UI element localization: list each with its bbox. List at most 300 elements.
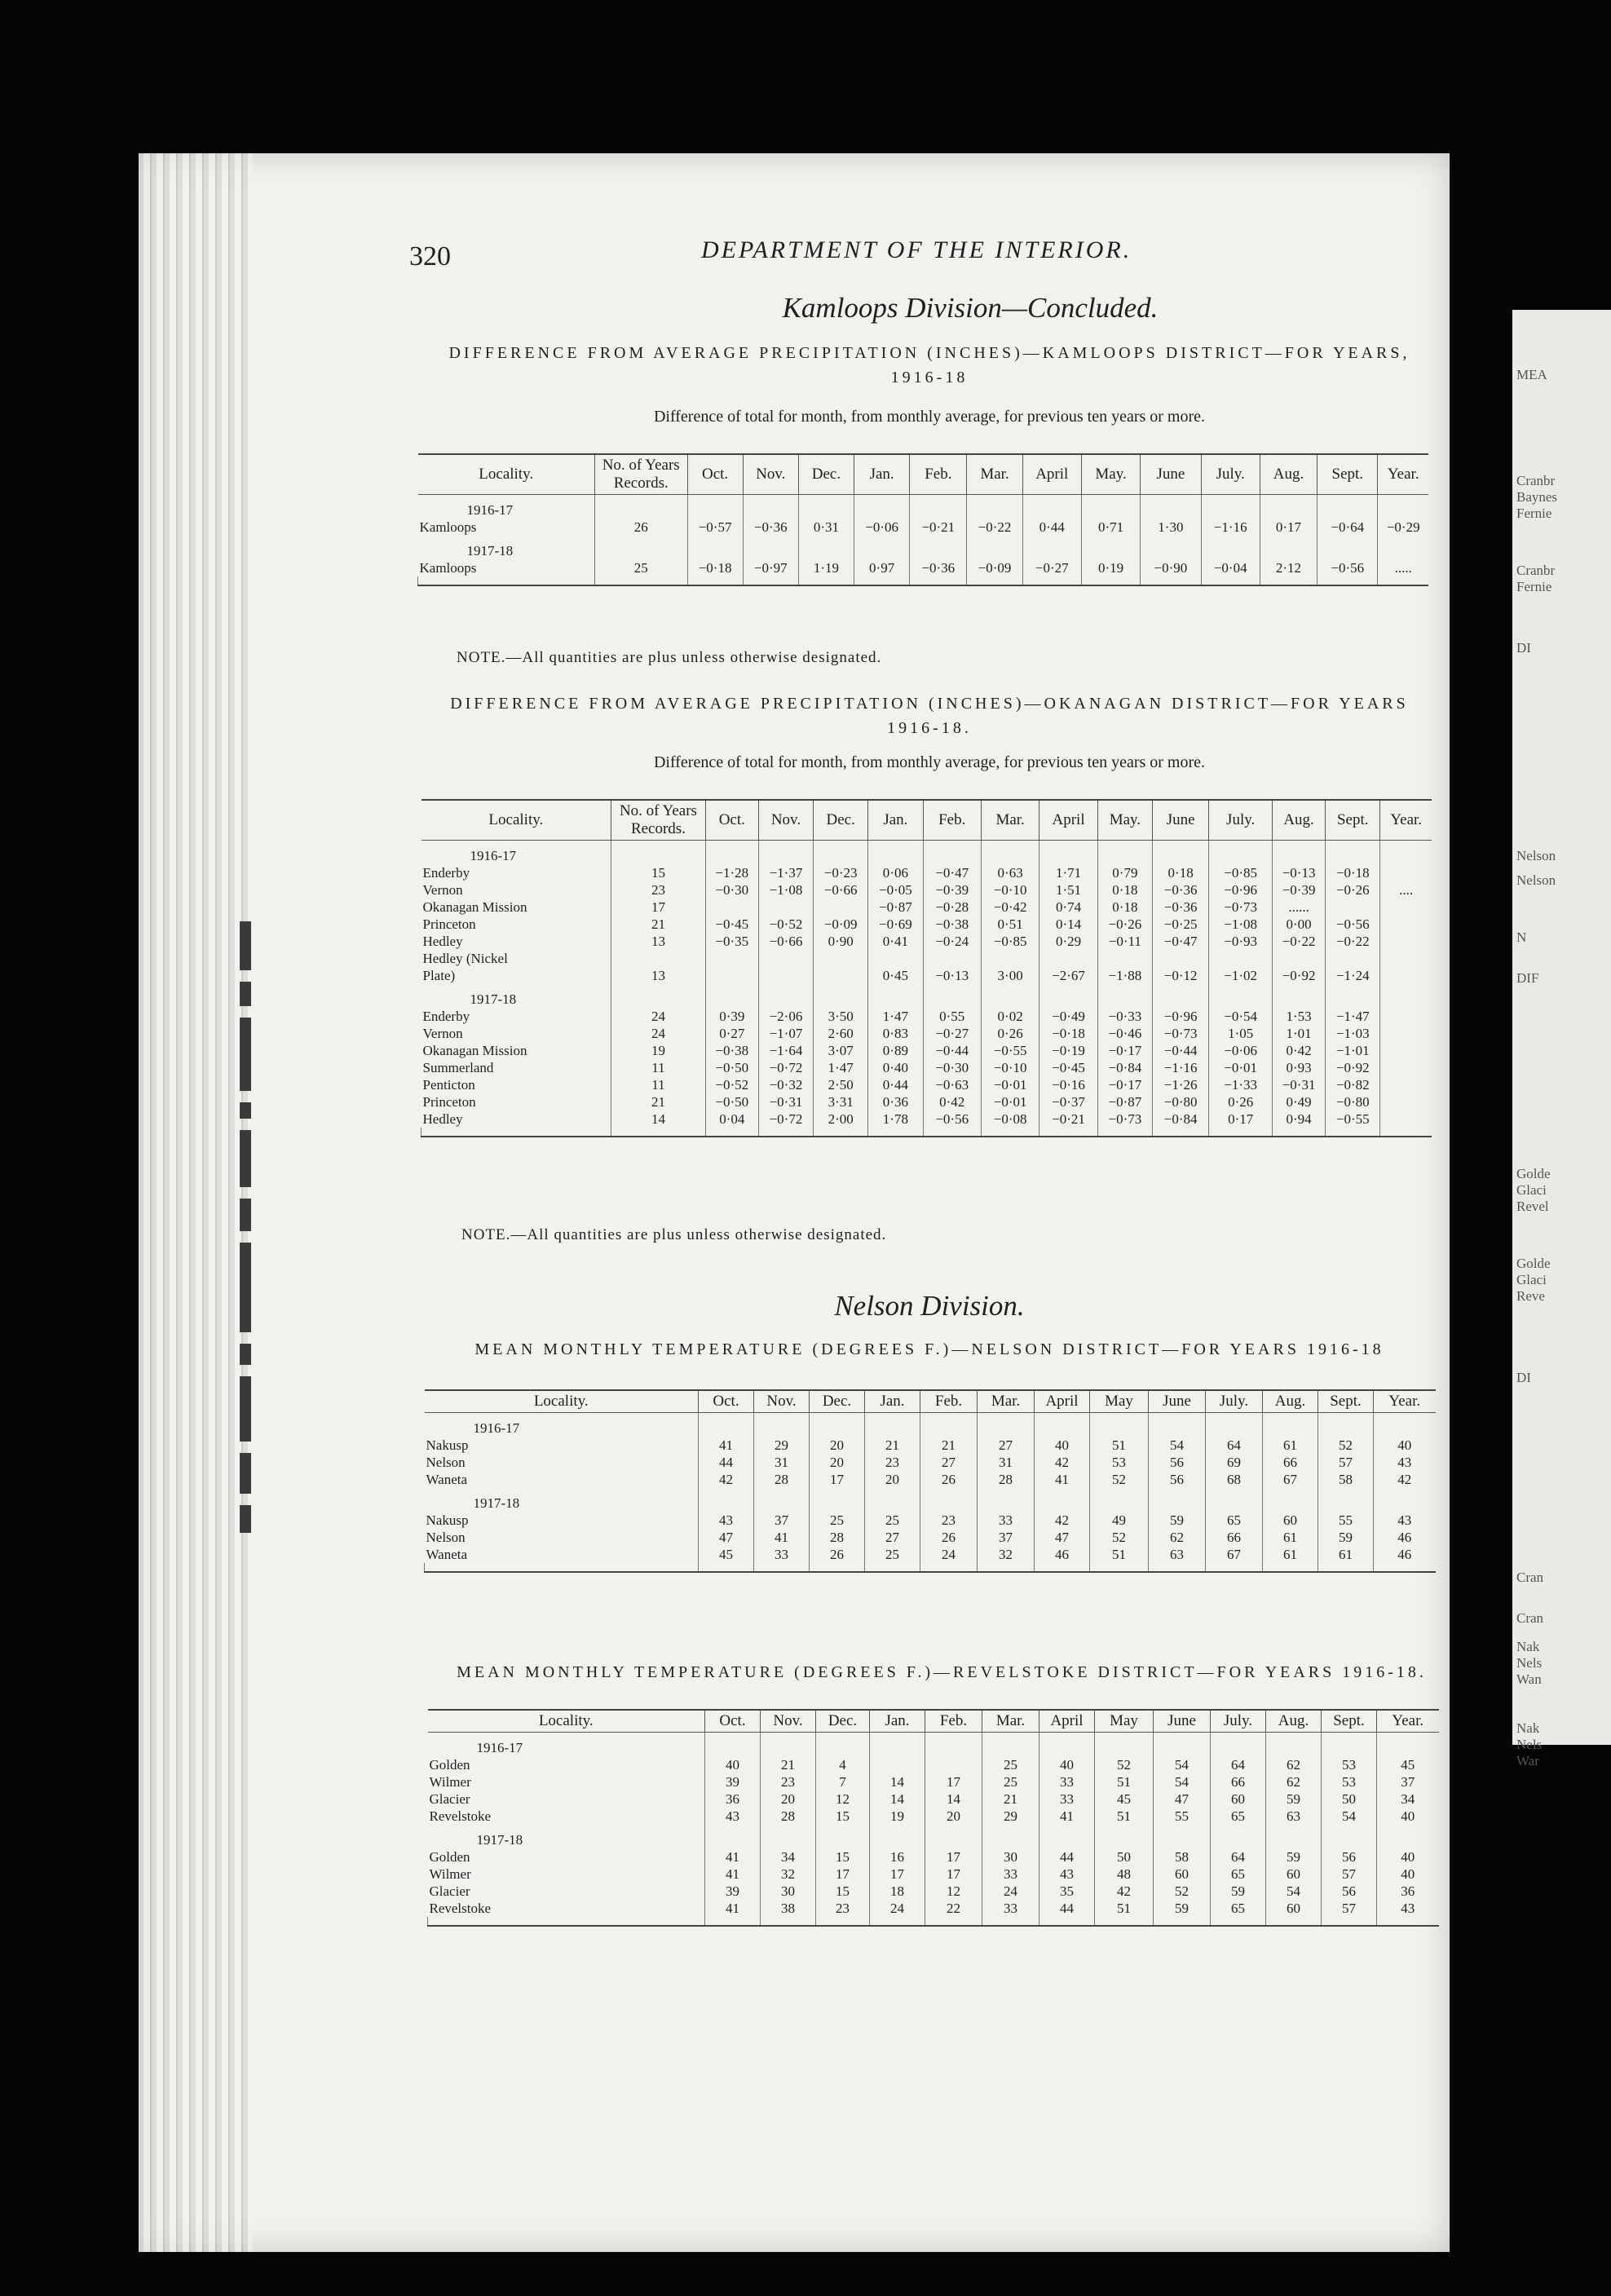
year-group-row bbox=[425, 1413, 1436, 1437]
empty-cell bbox=[1378, 536, 1428, 559]
value-cell: 55 bbox=[1154, 1808, 1211, 1825]
value-cell: 3·50 bbox=[814, 1008, 868, 1025]
empty-cell bbox=[705, 841, 758, 865]
value-cell: 17 bbox=[925, 1848, 982, 1866]
fragment-text: Cranbr bbox=[1516, 563, 1556, 578]
column-header: June bbox=[1141, 454, 1201, 495]
value-cell: 11 bbox=[611, 1059, 706, 1076]
locality-cell: Vernon bbox=[422, 1026, 463, 1041]
value-cell: 60 bbox=[1266, 1900, 1322, 1917]
locality-cell: Wilmer bbox=[429, 1774, 471, 1790]
empty-cell bbox=[816, 1825, 870, 1848]
empty-cell bbox=[981, 1128, 1039, 1137]
value-cell: 64 bbox=[1211, 1756, 1266, 1773]
value-cell: 62 bbox=[1149, 1529, 1206, 1546]
empty-cell bbox=[1095, 1917, 1154, 1926]
value-cell: −0·08 bbox=[981, 1110, 1039, 1128]
value-cell: 43 bbox=[705, 1808, 761, 1825]
value-cell: 51 bbox=[1095, 1808, 1154, 1825]
table-row bbox=[422, 899, 1432, 916]
table-row bbox=[428, 1883, 1439, 1900]
value-cell: 68 bbox=[1206, 1471, 1263, 1488]
year-group-label: 1916-17 bbox=[476, 1740, 523, 1755]
column-header: Oct. bbox=[687, 454, 743, 495]
value-cell: −0·56 bbox=[1326, 916, 1380, 933]
value-cell: −0·27 bbox=[923, 1025, 981, 1042]
table-row bbox=[425, 1512, 1436, 1529]
value-cell: −0·27 bbox=[1022, 559, 1081, 576]
value-cell: 26 bbox=[920, 1529, 978, 1546]
value-cell bbox=[705, 950, 758, 967]
fragment-text: Nelson bbox=[1516, 872, 1556, 888]
value-cell: −0·50 bbox=[705, 1059, 758, 1076]
value-cell: −0·72 bbox=[758, 1059, 813, 1076]
empty-cell bbox=[611, 1128, 706, 1137]
table-row bbox=[428, 1773, 1439, 1790]
value-cell bbox=[1380, 864, 1432, 881]
column-header: Year. bbox=[1377, 1710, 1439, 1733]
value-cell: 1·51 bbox=[1039, 881, 1097, 899]
value-cell: 20 bbox=[925, 1808, 982, 1825]
locality-cell: Penticton bbox=[422, 1077, 475, 1093]
value-cell: 59 bbox=[1318, 1529, 1374, 1546]
value-cell: 21 bbox=[920, 1437, 978, 1454]
value-cell bbox=[1380, 916, 1432, 933]
value-cell: 32 bbox=[761, 1866, 816, 1883]
value-cell: 40 bbox=[705, 1756, 761, 1773]
value-cell: −0·01 bbox=[981, 1076, 1039, 1093]
empty-cell bbox=[1095, 1733, 1154, 1757]
value-cell: −1·64 bbox=[758, 1042, 813, 1059]
empty-cell bbox=[1152, 841, 1208, 865]
value-cell: 59 bbox=[1154, 1900, 1211, 1917]
empty-cell bbox=[1081, 576, 1140, 585]
column-header: Jan. bbox=[868, 800, 923, 841]
value-cell: 19 bbox=[870, 1808, 925, 1825]
value-cell: 12 bbox=[816, 1790, 870, 1808]
empty-cell bbox=[1317, 576, 1378, 585]
value-cell: 65 bbox=[1211, 1900, 1266, 1917]
value-cell: 17 bbox=[810, 1471, 865, 1488]
year-group-row bbox=[418, 495, 1429, 519]
empty-cell bbox=[1273, 1128, 1326, 1137]
value-cell: 60 bbox=[1263, 1512, 1318, 1529]
value-cell: −0·92 bbox=[1326, 1059, 1380, 1076]
value-cell: 2·60 bbox=[814, 1025, 868, 1042]
value-cell bbox=[814, 899, 868, 916]
value-cell: ..... bbox=[1378, 559, 1428, 576]
value-cell: −0·26 bbox=[1097, 916, 1152, 933]
empty-cell bbox=[687, 576, 743, 585]
empty-cell bbox=[705, 1825, 761, 1848]
empty-cell bbox=[1374, 1563, 1436, 1572]
empty-cell bbox=[865, 1563, 920, 1572]
value-cell: 4 bbox=[816, 1756, 870, 1773]
empty-cell bbox=[1260, 495, 1317, 519]
value-cell: 40 bbox=[1374, 1437, 1436, 1454]
value-cell: 33 bbox=[1039, 1773, 1095, 1790]
value-cell: 41 bbox=[699, 1437, 754, 1454]
column-header: Dec. bbox=[810, 1390, 865, 1413]
column-header: Jan. bbox=[865, 1390, 920, 1413]
value-cell: 53 bbox=[1322, 1756, 1377, 1773]
value-cell: 59 bbox=[1266, 1790, 1322, 1808]
value-cell: 23 bbox=[865, 1454, 920, 1471]
empty-cell bbox=[923, 841, 981, 865]
value-cell bbox=[1380, 1093, 1432, 1110]
empty-cell bbox=[594, 536, 687, 559]
value-cell: −0·18 bbox=[1326, 864, 1380, 881]
empty-cell bbox=[798, 576, 854, 585]
empty-cell bbox=[699, 1563, 754, 1572]
value-cell: ...... bbox=[1273, 899, 1326, 916]
empty-cell bbox=[1377, 1733, 1439, 1757]
empty-cell bbox=[1154, 1733, 1211, 1757]
value-cell: −0·45 bbox=[705, 916, 758, 933]
empty-cell bbox=[1154, 1917, 1211, 1926]
table-row bbox=[425, 1529, 1436, 1546]
value-cell: 17 bbox=[611, 899, 706, 916]
value-cell: 1·53 bbox=[1273, 1008, 1326, 1025]
value-cell: −0·24 bbox=[923, 933, 981, 950]
value-cell: −1·16 bbox=[1201, 519, 1260, 536]
value-cell: −0·66 bbox=[814, 881, 868, 899]
table-row bbox=[422, 1110, 1432, 1128]
empty-cell bbox=[925, 1917, 982, 1926]
empty-cell bbox=[758, 841, 813, 865]
value-cell: 15 bbox=[816, 1883, 870, 1900]
fragment-text: Revel bbox=[1516, 1199, 1549, 1214]
fragment-text: Wan bbox=[1516, 1671, 1542, 1687]
empty-cell bbox=[1149, 1413, 1206, 1437]
value-cell: −0·30 bbox=[705, 881, 758, 899]
value-cell bbox=[1097, 950, 1152, 967]
fragment-text: MEA bbox=[1516, 367, 1547, 382]
value-cell: 0·02 bbox=[981, 1008, 1039, 1025]
empty-cell bbox=[1326, 984, 1380, 1008]
value-cell: −0·13 bbox=[1273, 864, 1326, 881]
value-cell: −0·44 bbox=[1152, 1042, 1208, 1059]
empty-cell bbox=[428, 1917, 705, 1926]
fragment-text: N bbox=[1516, 929, 1527, 945]
empty-cell bbox=[1022, 576, 1081, 585]
value-cell: 27 bbox=[978, 1437, 1035, 1454]
fragment-text: Golde bbox=[1516, 1166, 1551, 1181]
empty-cell bbox=[978, 1488, 1035, 1512]
empty-cell bbox=[1039, 1917, 1095, 1926]
value-cell: −1·03 bbox=[1326, 1025, 1380, 1042]
fragment-text: Fernie bbox=[1516, 579, 1552, 594]
column-header: Sept. bbox=[1322, 1710, 1377, 1733]
column-header: Feb. bbox=[925, 1710, 982, 1733]
value-cell: −1·01 bbox=[1326, 1042, 1380, 1059]
locality-cell: Glacier bbox=[429, 1883, 470, 1899]
empty-cell bbox=[1317, 536, 1378, 559]
year-group-row bbox=[418, 536, 1429, 559]
value-cell: 23 bbox=[920, 1512, 978, 1529]
value-cell: −0·66 bbox=[758, 933, 813, 950]
value-cell: 0·36 bbox=[868, 1093, 923, 1110]
value-cell: 62 bbox=[1266, 1773, 1322, 1790]
empty-cell bbox=[1322, 1733, 1377, 1757]
revelstoke-temperature-table bbox=[427, 1709, 1439, 1927]
empty-cell bbox=[1090, 1563, 1149, 1572]
column-header: Jan. bbox=[854, 454, 910, 495]
table-row bbox=[422, 1059, 1432, 1076]
value-cell: 52 bbox=[1095, 1756, 1154, 1773]
value-cell: −0·97 bbox=[743, 559, 798, 576]
column-header: Nov. bbox=[758, 800, 813, 841]
value-cell: 29 bbox=[754, 1437, 810, 1454]
empty-cell bbox=[705, 1917, 761, 1926]
empty-cell bbox=[870, 1733, 925, 1757]
empty-cell bbox=[923, 1128, 981, 1137]
value-cell: 42 bbox=[1095, 1883, 1154, 1900]
column-header: May bbox=[1095, 1710, 1154, 1733]
value-cell: 20 bbox=[810, 1454, 865, 1471]
empty-cell bbox=[1211, 1825, 1266, 1848]
value-cell: −0·90 bbox=[1141, 559, 1201, 576]
value-cell: 46 bbox=[1374, 1546, 1436, 1563]
empty-cell bbox=[1201, 576, 1260, 585]
table-row bbox=[425, 1454, 1436, 1471]
value-cell: 47 bbox=[1154, 1790, 1211, 1808]
value-cell: 3·00 bbox=[981, 967, 1039, 984]
value-cell: 45 bbox=[1377, 1756, 1439, 1773]
empty-cell bbox=[1022, 536, 1081, 559]
value-cell: 47 bbox=[699, 1529, 754, 1546]
year-group-row bbox=[422, 841, 1432, 865]
year-group-label: 1916-17 bbox=[473, 1420, 520, 1436]
value-cell: −0·80 bbox=[1152, 1093, 1208, 1110]
running-head: DEPARTMENT OF THE INTERIOR. bbox=[701, 236, 1132, 263]
value-cell: 42 bbox=[1035, 1512, 1090, 1529]
empty-cell bbox=[754, 1413, 810, 1437]
value-cell: 1·78 bbox=[868, 1110, 923, 1128]
value-cell: −0·85 bbox=[981, 933, 1039, 950]
locality-cell: Hedley (Nickel bbox=[422, 951, 508, 966]
kamloops-precipitation-table bbox=[417, 453, 1428, 586]
value-cell: 56 bbox=[1149, 1454, 1206, 1471]
okanagan-precipitation-table bbox=[421, 799, 1432, 1137]
column-header: Nov. bbox=[761, 1710, 816, 1733]
value-cell: −0·96 bbox=[1152, 1008, 1208, 1025]
value-cell: −0·38 bbox=[705, 1042, 758, 1059]
value-cell: 0·17 bbox=[1260, 519, 1317, 536]
value-cell: 23 bbox=[611, 881, 706, 899]
value-cell: −0·18 bbox=[1039, 1025, 1097, 1042]
value-cell bbox=[758, 967, 813, 984]
value-cell: 51 bbox=[1090, 1437, 1149, 1454]
empty-cell bbox=[1266, 1733, 1322, 1757]
empty-cell bbox=[1263, 1488, 1318, 1512]
value-cell: 51 bbox=[1095, 1773, 1154, 1790]
value-cell: 43 bbox=[1374, 1454, 1436, 1471]
table-row bbox=[422, 1076, 1432, 1093]
column-header: May bbox=[1090, 1390, 1149, 1413]
value-cell bbox=[1380, 1059, 1432, 1076]
value-cell: 25 bbox=[810, 1512, 865, 1529]
value-cell: 61 bbox=[1263, 1546, 1318, 1563]
value-cell: 24 bbox=[611, 1008, 706, 1025]
value-cell: 21 bbox=[982, 1790, 1039, 1808]
column-header: Dec. bbox=[798, 454, 854, 495]
value-cell: 16 bbox=[870, 1848, 925, 1866]
empty-cell bbox=[1149, 1563, 1206, 1572]
empty-cell bbox=[1266, 1917, 1322, 1926]
locality-cell: Revelstoke bbox=[429, 1808, 492, 1824]
column-header: June bbox=[1154, 1710, 1211, 1733]
empty-cell bbox=[1380, 1128, 1432, 1137]
value-cell: −1·08 bbox=[758, 881, 813, 899]
value-cell: 28 bbox=[810, 1529, 865, 1546]
empty-cell bbox=[687, 536, 743, 559]
value-cell: 61 bbox=[1263, 1529, 1318, 1546]
value-cell: 36 bbox=[705, 1790, 761, 1808]
fragment-text: Cran bbox=[1516, 1610, 1544, 1626]
empty-cell bbox=[854, 536, 910, 559]
value-cell: 60 bbox=[1211, 1790, 1266, 1808]
value-cell: −1·37 bbox=[758, 864, 813, 881]
value-cell: 1·05 bbox=[1209, 1025, 1273, 1042]
empty-cell bbox=[981, 841, 1039, 865]
value-cell: 35 bbox=[1039, 1883, 1095, 1900]
fragment-text: Nels bbox=[1516, 1737, 1543, 1752]
empty-cell bbox=[1081, 536, 1140, 559]
empty-cell bbox=[810, 1488, 865, 1512]
value-cell: −0·05 bbox=[868, 881, 923, 899]
value-cell: −0·17 bbox=[1097, 1076, 1152, 1093]
value-cell: −0·47 bbox=[1152, 933, 1208, 950]
empty-cell bbox=[1317, 495, 1378, 519]
value-cell: 54 bbox=[1154, 1756, 1211, 1773]
value-cell: 37 bbox=[754, 1512, 810, 1529]
empty-cell bbox=[754, 1488, 810, 1512]
empty-cell bbox=[1266, 1825, 1322, 1848]
value-cell: 56 bbox=[1322, 1848, 1377, 1866]
value-cell: 46 bbox=[1374, 1529, 1436, 1546]
empty-cell bbox=[816, 1733, 870, 1757]
value-cell: 52 bbox=[1090, 1471, 1149, 1488]
value-cell: −0·39 bbox=[1273, 881, 1326, 899]
value-cell: 2·12 bbox=[1260, 559, 1317, 576]
value-cell: 55 bbox=[1318, 1512, 1374, 1529]
value-cell: 0·63 bbox=[981, 864, 1039, 881]
empty-cell bbox=[1141, 495, 1201, 519]
value-cell: 26 bbox=[920, 1471, 978, 1488]
column-header: Aug. bbox=[1263, 1390, 1318, 1413]
column-header: Oct. bbox=[699, 1390, 754, 1413]
value-cell: 0·41 bbox=[868, 933, 923, 950]
value-cell: 33 bbox=[982, 1900, 1039, 1917]
value-cell: 66 bbox=[1263, 1454, 1318, 1471]
year-group-row bbox=[422, 984, 1432, 1008]
empty-cell bbox=[910, 495, 967, 519]
year-group-label: 1917-18 bbox=[473, 1495, 520, 1511]
empty-cell bbox=[705, 1128, 758, 1137]
value-cell: −0·29 bbox=[1378, 519, 1428, 536]
value-cell: −0·09 bbox=[814, 916, 868, 933]
fragment-text: Glaci bbox=[1516, 1182, 1547, 1198]
value-cell: −1·08 bbox=[1209, 916, 1273, 933]
value-cell bbox=[1380, 1076, 1432, 1093]
value-cell: 45 bbox=[699, 1546, 754, 1563]
empty-cell bbox=[865, 1488, 920, 1512]
empty-cell bbox=[1097, 984, 1152, 1008]
value-cell bbox=[1380, 1008, 1432, 1025]
value-cell: 30 bbox=[982, 1848, 1039, 1866]
empty-cell bbox=[1152, 984, 1208, 1008]
page-number: 320 bbox=[409, 241, 451, 272]
locality-cell: Waneta bbox=[426, 1547, 468, 1562]
value-cell: 61 bbox=[1318, 1546, 1374, 1563]
value-cell: 13 bbox=[611, 933, 706, 950]
value-cell: 65 bbox=[1211, 1866, 1266, 1883]
empty-cell bbox=[810, 1563, 865, 1572]
year-group-row bbox=[425, 1488, 1436, 1512]
value-cell: 0·27 bbox=[705, 1025, 758, 1042]
value-cell: −0·36 bbox=[1152, 899, 1208, 916]
empty-cell bbox=[699, 1413, 754, 1437]
value-cell: −0·64 bbox=[1317, 519, 1378, 536]
locality-cell: Nakusp bbox=[426, 1512, 469, 1528]
value-cell: 27 bbox=[920, 1454, 978, 1471]
value-cell: −1·07 bbox=[758, 1025, 813, 1042]
empty-cell bbox=[814, 1128, 868, 1137]
table-bottom-rule bbox=[428, 1917, 1439, 1926]
column-header: April bbox=[1039, 800, 1097, 841]
value-cell: 14 bbox=[870, 1773, 925, 1790]
empty-cell bbox=[1154, 1825, 1211, 1848]
value-cell: 41 bbox=[1035, 1471, 1090, 1488]
value-cell: 65 bbox=[1211, 1808, 1266, 1825]
empty-cell bbox=[1039, 1128, 1097, 1137]
column-header: April bbox=[1022, 454, 1081, 495]
value-cell: −0·84 bbox=[1097, 1059, 1152, 1076]
value-cell: 1·19 bbox=[798, 559, 854, 576]
value-cell: −0·04 bbox=[1201, 559, 1260, 576]
value-cell bbox=[1326, 899, 1380, 916]
value-cell: 41 bbox=[705, 1848, 761, 1866]
locality-cell: Nelson bbox=[426, 1455, 466, 1470]
value-cell: 26 bbox=[810, 1546, 865, 1563]
column-header: Nov. bbox=[743, 454, 798, 495]
fragment-text: DI bbox=[1516, 1370, 1531, 1385]
value-cell: 51 bbox=[1095, 1900, 1154, 1917]
value-cell: 1·47 bbox=[868, 1008, 923, 1025]
value-cell: −0·87 bbox=[868, 899, 923, 916]
year-group-row bbox=[428, 1733, 1439, 1757]
empty-cell bbox=[425, 1563, 699, 1572]
table2-subcaption: Difference of total for month, from monthly average, for previous ten years or more. bbox=[653, 753, 1206, 771]
value-cell: −0·23 bbox=[814, 864, 868, 881]
value-cell: 54 bbox=[1149, 1437, 1206, 1454]
value-cell: 44 bbox=[1039, 1848, 1095, 1866]
empty-cell bbox=[982, 1733, 1039, 1757]
value-cell: 23 bbox=[816, 1900, 870, 1917]
locality-cell: Enderby bbox=[422, 1009, 470, 1024]
value-cell: −0·01 bbox=[1209, 1059, 1273, 1076]
locality-cell: Okanagan Mission bbox=[422, 899, 527, 915]
empty-cell bbox=[982, 1825, 1039, 1848]
empty-cell bbox=[1201, 495, 1260, 519]
empty-cell bbox=[758, 1128, 813, 1137]
nelson-temperature-table bbox=[424, 1389, 1436, 1573]
value-cell: −0·22 bbox=[1326, 933, 1380, 950]
value-cell: −0·35 bbox=[705, 933, 758, 950]
column-header: Oct. bbox=[705, 800, 758, 841]
empty-cell bbox=[1260, 576, 1317, 585]
